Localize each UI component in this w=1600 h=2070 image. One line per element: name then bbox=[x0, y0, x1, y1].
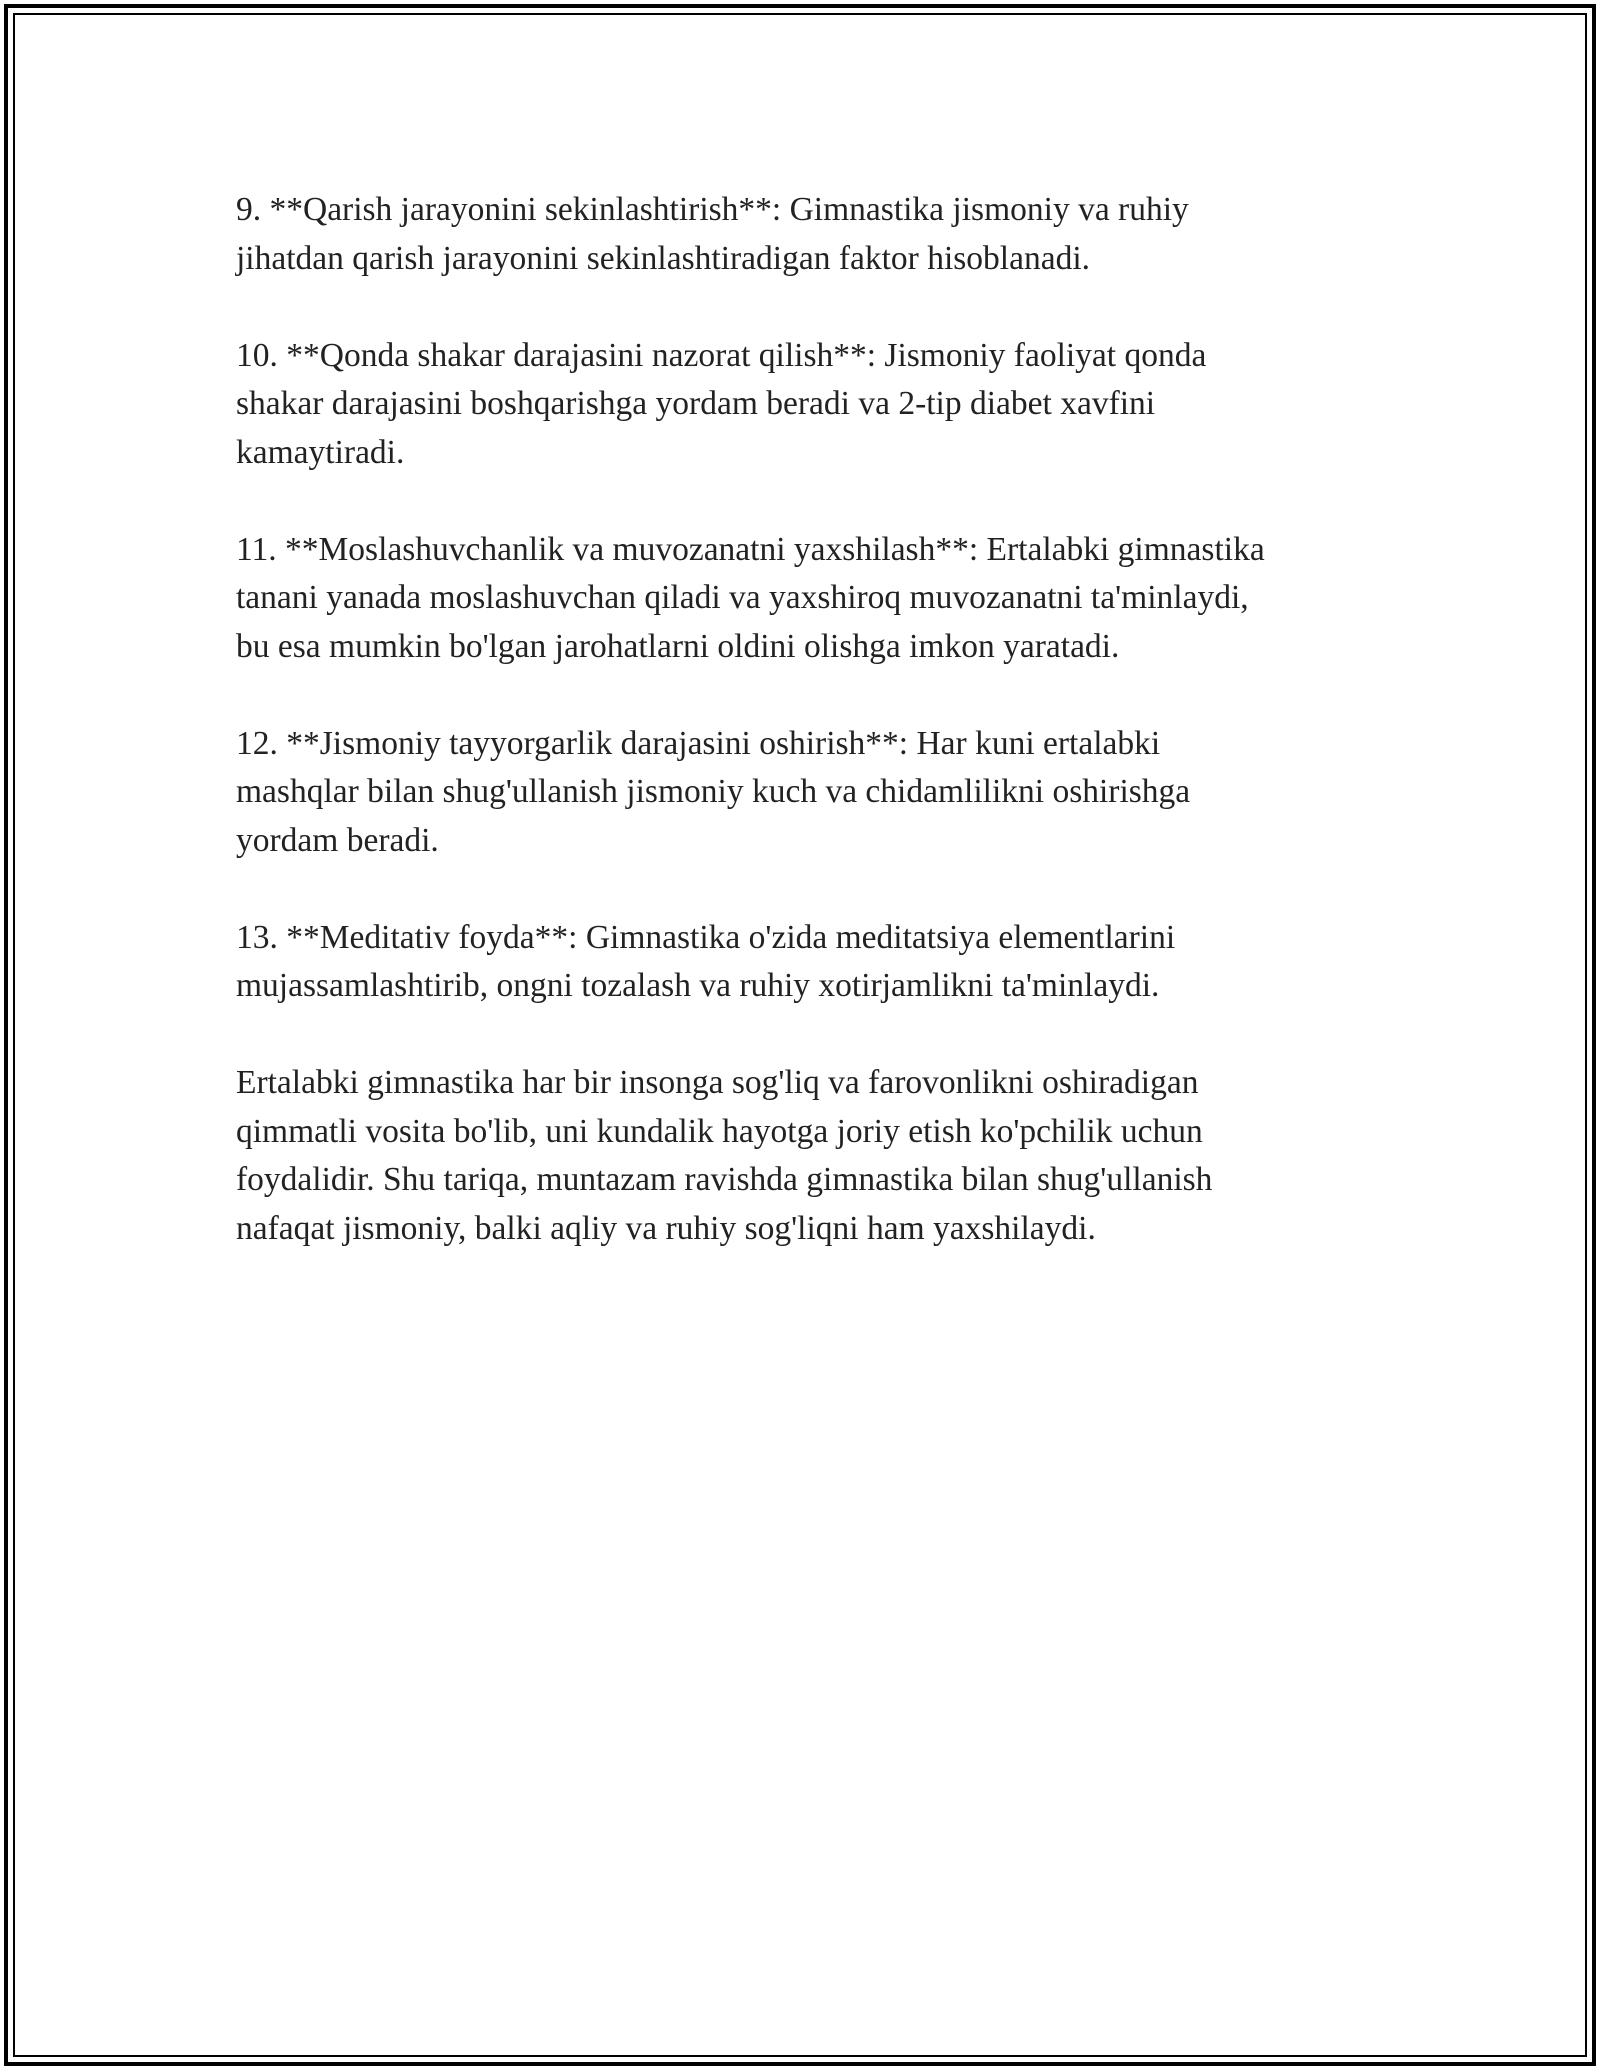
list-item-11: 11. **Moslashuvchanlik va muvozanatni yaxshilash**: Ertalabki gimnastika tanani yanada moslashuvchan qiladi va yaxshiroq muvozanatni ta'minlaydi, bu esa mumkin bo'lgan jarohatlarni oldini olishga imkon yaratadi. bbox=[236, 530, 1265, 665]
list-item-13: 13. **Meditativ foyda**: Gimnastika o'zida meditatsiya elementlarini mujassamlashtirib, ongni tozalash va ruhiy xotirjamlikni ta'minlaydi. bbox=[236, 918, 1176, 1004]
list-item-9: 9. **Qarish jarayonini sekinlashtirish**: Gimnastika jismoniy va ruhiy jihatdan qarish jarayonini sekinlashtiradigan faktor hisoblanadi. bbox=[236, 191, 1189, 277]
conclusion-paragraph: Ertalabki gimnastika har bir insonga sog'liq va farovonlikni oshiradigan qimmatli vosita bo'lib, uni kundalik hayotga joriy etish ko'pchilik uchun foydalidir. Shu tariqa, muntazam ravishda gimnastika bilan shug'ullanish nafaqat jismoniy, balki aqliy va ruhiy sog'liqni ham yaxshilaydi. bbox=[236, 1064, 1213, 1247]
document-body bbox=[236, 186, 1366, 1302]
list-item-10: 10. **Qonda shakar darajasini nazorat qilish**: Jismoniy faoliyat qonda shakar darajasini boshqarishga yordam beradi va 2-tip diabet xavfini kamaytiradi. bbox=[236, 336, 1207, 471]
list-item-12: 12. **Jismoniy tayyorgarlik darajasini oshirish**: Har kuni ertalabki mashqlar bilan shug'ullanish jismoniy kuch va chidamlilikni oshirishga yordam beradi. bbox=[236, 724, 1191, 859]
